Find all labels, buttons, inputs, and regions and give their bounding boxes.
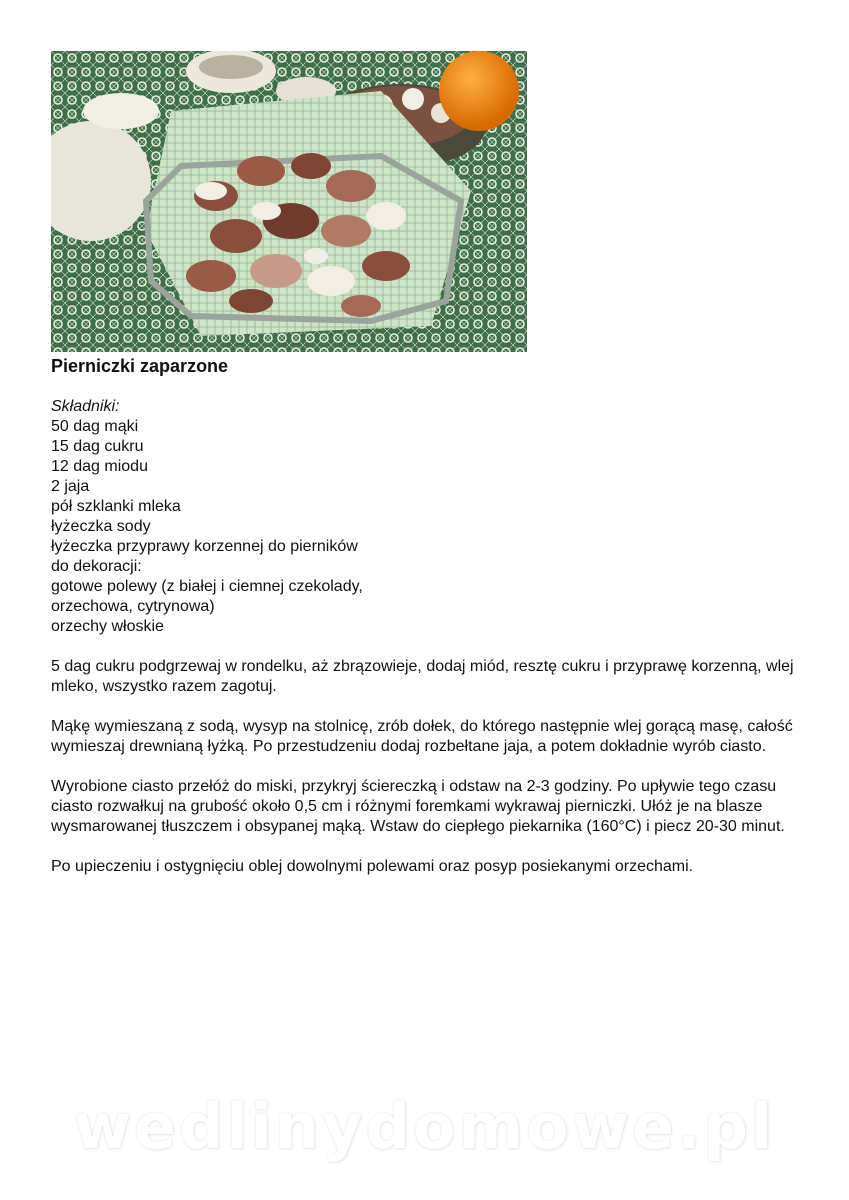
ingredients-list bbox=[51, 417, 811, 637]
ingredient-item: orzechowa, cytrynowa) bbox=[51, 598, 215, 615]
ingredient-item: 15 dag cukru bbox=[51, 438, 144, 455]
ingredients-heading: Składniki: bbox=[51, 398, 120, 415]
ingredient-item: pół szklanki mleka bbox=[51, 498, 181, 515]
ingredient-item: 2 jaja bbox=[51, 478, 90, 495]
step-paragraph-1: 5 dag cukru podgrzewaj w rondelku, aż zbrązowieje, dodaj miód, resztę cukru i przyprawę korzenną, wlej mleko, wszystko razem zagotuj. bbox=[51, 658, 794, 695]
gingerbread-cookies-image bbox=[51, 51, 527, 352]
ingredient-item: 50 dag mąki bbox=[51, 418, 139, 435]
step-paragraph-2: Mąkę wymieszaną z sodą, wysyp na stolnicę, zrób dołek, do którego następnie wlej gorącą masę, całość wymieszaj drewnianą łyżką. Po przestudzeniu dodaj rozbełtane jaja, a potem dokładnie wyrób ciasto. bbox=[51, 718, 793, 755]
ingredient-item: 12 dag miodu bbox=[51, 458, 148, 475]
recipe-content bbox=[51, 397, 811, 877]
ingredient-item: orzechy włoskie bbox=[51, 618, 164, 635]
ingredient-item: gotowe polewy (z białej i ciemnej czekolady, bbox=[51, 578, 363, 595]
recipe-title: Pierniczki zaparzone bbox=[51, 356, 229, 376]
watermark: wedlinydomowe.pl bbox=[73, 1090, 776, 1163]
ingredient-item: łyżeczka przyprawy korzennej do pierników bbox=[51, 538, 358, 555]
step-paragraph-4: Po upieczeniu i ostygnięciu oblej dowolnymi polewami oraz posyp posiekanymi orzechami. bbox=[51, 858, 694, 875]
ingredient-item: do dekoracji: bbox=[51, 558, 142, 575]
step-paragraph-3: Wyrobione ciasto przełóż do miski, przykryj ściereczką i odstaw na 2-3 godziny. Po upływie tego czasu ciasto rozwałkuj na grubość około 0,5 cm i różnymi foremkami wykrawaj pierniczki. Ułóż je na blasze wysmarowanej tłuszczem i obsypanej mąką. Wstaw do ciepłego piekarnika (160°C) i piecz 20-30 minut. bbox=[51, 778, 785, 835]
recipe-photo bbox=[51, 51, 527, 352]
ingredient-item: łyżeczka sody bbox=[51, 518, 151, 535]
